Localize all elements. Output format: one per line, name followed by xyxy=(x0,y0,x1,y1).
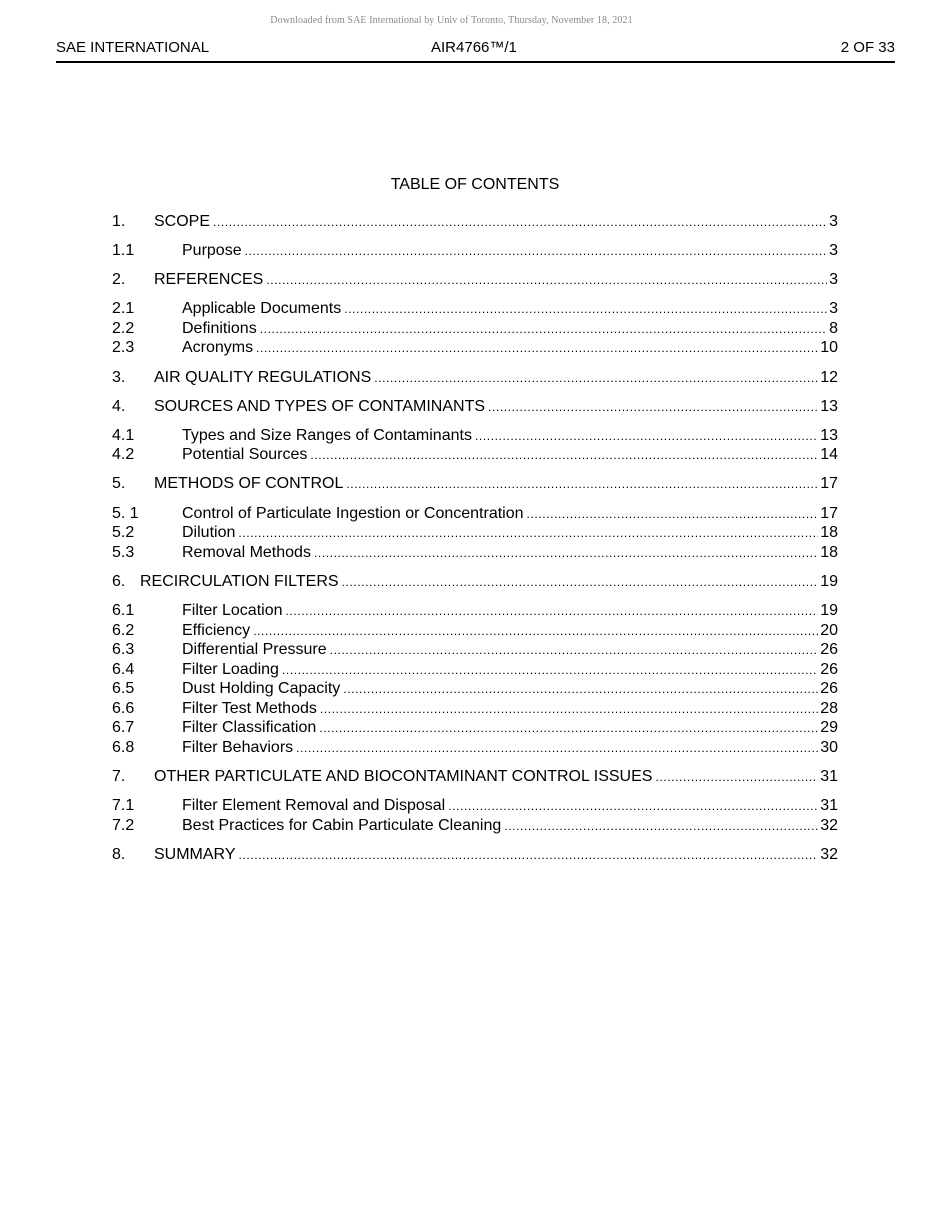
toc-group xyxy=(112,368,838,388)
toc-entry-number: 6.4 xyxy=(112,660,135,678)
toc-entry-line xyxy=(182,738,838,759)
toc-entry-page: 32 xyxy=(820,845,838,863)
toc-dot-leader xyxy=(320,700,818,720)
toc-entry-title: Control of Particulate Ingestion or Concentration xyxy=(182,504,524,522)
toc-entry-number: 6.8 xyxy=(112,739,135,757)
toc-entry[interactable] xyxy=(112,718,838,738)
toc-entry-page: 26 xyxy=(820,641,838,659)
toc-entry[interactable] xyxy=(112,640,838,660)
toc-entry-number: 6.6 xyxy=(112,699,135,717)
toc-entry[interactable] xyxy=(112,397,838,417)
toc-entry-line xyxy=(154,474,838,495)
toc-dot-leader xyxy=(260,320,827,340)
toc-entry-number: 5.3 xyxy=(112,543,135,561)
toc-dot-leader xyxy=(448,797,818,817)
toc-entry-line xyxy=(182,523,838,544)
toc-entry-number: 7.1 xyxy=(112,797,135,815)
toc-entry-line xyxy=(182,319,838,340)
toc-entry-title: Dust Holding Capacity xyxy=(182,680,341,698)
toc-entry-number: 5. 1 xyxy=(112,504,139,522)
toc-entry-number: 2.1 xyxy=(112,300,135,318)
toc-entry-line xyxy=(182,718,838,739)
toc-entry-page: 30 xyxy=(820,739,838,757)
download-watermark: Downloaded from SAE International by Univ of Toronto, Thursday, November 18, 2021 xyxy=(270,15,633,26)
toc-entry-page: 10 xyxy=(820,339,838,357)
toc-entry-line xyxy=(182,601,838,622)
toc-entry-page: 19 xyxy=(820,572,838,590)
toc-entry-page: 31 xyxy=(820,797,838,815)
toc-entry-title: RECIRCULATION FILTERS xyxy=(140,572,339,590)
toc-entry-number: 4.2 xyxy=(112,446,135,464)
toc-entry-number: 4.1 xyxy=(112,426,135,444)
toc-entry-title: Filter Location xyxy=(182,601,283,619)
toc-dot-leader xyxy=(346,475,818,495)
toc-entry-page: 28 xyxy=(820,699,838,717)
table-of-contents xyxy=(112,212,838,874)
toc-dot-leader xyxy=(310,446,818,466)
toc-entry-title: Removal Methods xyxy=(182,543,311,561)
toc-entry[interactable] xyxy=(112,679,838,699)
toc-entry-number: 4. xyxy=(112,397,126,415)
toc-entry[interactable] xyxy=(112,660,838,680)
toc-entry-line xyxy=(182,299,838,320)
toc-entry[interactable] xyxy=(112,845,838,865)
toc-dot-leader xyxy=(488,398,818,418)
toc-entry-line xyxy=(182,640,838,661)
toc-entry-line xyxy=(154,212,838,233)
toc-group xyxy=(112,426,838,465)
toc-title: TABLE OF CONTENTS xyxy=(390,176,560,193)
toc-entry-title: Filter Behaviors xyxy=(182,739,294,757)
toc-entry-title: Filter Loading xyxy=(182,660,279,678)
toc-entry-line xyxy=(182,679,838,700)
toc-dot-leader xyxy=(253,622,818,642)
toc-entry[interactable] xyxy=(112,738,838,758)
toc-entry-line xyxy=(182,816,838,837)
toc-entry-line xyxy=(182,796,838,817)
toc-group xyxy=(112,796,838,835)
toc-dot-leader xyxy=(343,680,818,700)
toc-entry-number: 5.2 xyxy=(112,524,135,542)
toc-entry[interactable] xyxy=(112,299,838,319)
header-doc-id: AIR4766™/1 xyxy=(431,39,517,56)
toc-entry-number: 6.2 xyxy=(112,621,135,639)
toc-entry-title: METHODS OF CONTROL xyxy=(154,475,344,493)
toc-entry[interactable] xyxy=(112,212,838,232)
toc-entry-line xyxy=(182,660,838,681)
toc-entry-line xyxy=(182,241,838,262)
toc-dot-leader xyxy=(527,505,819,525)
toc-entry[interactable] xyxy=(112,426,838,446)
toc-entry-page: 29 xyxy=(820,719,838,737)
header-publisher: SAE INTERNATIONAL xyxy=(56,39,210,56)
header-page-number: 2 OF 33 xyxy=(840,39,895,56)
toc-dot-leader xyxy=(330,641,819,661)
toc-group xyxy=(112,601,838,758)
toc-entry[interactable] xyxy=(112,816,838,836)
toc-group xyxy=(112,397,838,417)
toc-entry-page: 3 xyxy=(829,242,838,260)
toc-entry-number: 8. xyxy=(112,845,126,863)
toc-entry-number: 6.5 xyxy=(112,680,135,698)
toc-entry-title: Definitions xyxy=(182,319,257,337)
toc-dot-leader xyxy=(238,524,818,544)
toc-entry-title: Filter Test Methods xyxy=(182,699,317,717)
toc-entry[interactable] xyxy=(112,699,838,719)
toc-entry-number: 1. xyxy=(112,213,126,230)
toc-entry[interactable] xyxy=(112,621,838,641)
toc-entry-line xyxy=(182,504,838,525)
toc-dot-leader xyxy=(266,271,827,291)
toc-entry-line xyxy=(182,543,838,564)
toc-group xyxy=(112,504,838,563)
toc-dot-leader xyxy=(256,339,818,359)
toc-entry-number: 6.1 xyxy=(112,601,135,619)
toc-entry[interactable] xyxy=(112,445,838,465)
toc-dot-leader xyxy=(344,300,827,320)
toc-entry-number: 1.1 xyxy=(112,242,135,260)
toc-entry-title: Filter Classification xyxy=(182,719,317,737)
toc-entry[interactable] xyxy=(112,796,838,816)
toc-entry-number: 2.2 xyxy=(112,319,135,337)
toc-entry-line xyxy=(182,338,838,359)
toc-dot-leader xyxy=(213,213,827,233)
toc-entry-title: REFERENCES xyxy=(154,271,264,289)
toc-entry-page: 3 xyxy=(829,300,838,318)
toc-group xyxy=(112,767,838,787)
toc-dot-leader xyxy=(342,573,819,593)
toc-entry-number: 6.3 xyxy=(112,641,135,659)
toc-entry-line xyxy=(154,845,838,866)
toc-dot-leader xyxy=(296,739,818,759)
toc-group xyxy=(112,845,838,865)
toc-entry[interactable] xyxy=(112,270,838,290)
toc-entry-page: 3 xyxy=(829,213,838,230)
toc-entry-page: 8 xyxy=(829,319,838,337)
toc-entry[interactable] xyxy=(112,368,838,388)
toc-group xyxy=(112,241,838,261)
toc-entry-page: 12 xyxy=(820,368,838,386)
toc-entry[interactable] xyxy=(112,338,838,358)
toc-entry-page: 19 xyxy=(820,601,838,619)
toc-entry-page: 26 xyxy=(820,660,838,678)
toc-entry[interactable] xyxy=(112,572,838,592)
toc-entry-title: SCOPE xyxy=(154,213,211,230)
toc-entry[interactable] xyxy=(112,601,838,621)
toc-entry-line xyxy=(154,767,838,788)
toc-entry-title: Differential Pressure xyxy=(182,641,327,659)
toc-entry-title: SUMMARY xyxy=(154,845,236,863)
toc-entry-title: SOURCES AND TYPES OF CONTAMINANTS xyxy=(154,397,486,415)
toc-entry-line xyxy=(154,270,838,291)
toc-entry-number: 6. xyxy=(112,572,126,590)
toc-dot-leader xyxy=(239,846,819,866)
toc-entry-title: Types and Size Ranges of Contaminants xyxy=(182,426,472,444)
toc-entry-number: 7. xyxy=(112,768,126,786)
toc-entry-page: 32 xyxy=(820,816,838,834)
toc-group xyxy=(112,212,838,232)
toc-entry-title: AIR QUALITY REGULATIONS xyxy=(154,368,372,386)
toc-entry-title: Acronyms xyxy=(182,339,254,357)
toc-dot-leader xyxy=(319,719,818,739)
toc-group xyxy=(112,270,838,290)
toc-dot-leader xyxy=(286,602,819,622)
toc-entry-title: Filter Element Removal and Disposal xyxy=(182,797,446,815)
toc-dot-leader xyxy=(245,242,828,262)
toc-entry[interactable] xyxy=(112,241,838,261)
toc-entry-page: 18 xyxy=(820,543,838,561)
toc-entry-number: 2.3 xyxy=(112,339,135,357)
toc-entry-line xyxy=(182,426,838,447)
page-header xyxy=(56,39,895,63)
toc-entry-line xyxy=(182,699,838,720)
toc-entry-title: Efficiency xyxy=(182,621,251,639)
toc-entry[interactable] xyxy=(112,474,838,494)
toc-entry[interactable] xyxy=(112,767,838,787)
toc-dot-leader xyxy=(655,768,818,788)
toc-entry-number: 3. xyxy=(112,368,126,386)
toc-group xyxy=(112,299,838,358)
toc-group xyxy=(112,474,838,494)
toc-entry-number: 2. xyxy=(112,271,126,289)
toc-entry[interactable] xyxy=(112,504,838,524)
toc-entry-line xyxy=(182,621,838,642)
toc-entry-line xyxy=(182,445,838,466)
toc-entry-title: Best Practices for Cabin Particulate Cleaning xyxy=(182,816,502,834)
toc-entry-page: 26 xyxy=(820,680,838,698)
toc-entry-number: 7.2 xyxy=(112,816,135,834)
toc-entry-page: 17 xyxy=(820,504,838,522)
toc-entry-title: Potential Sources xyxy=(182,446,308,464)
toc-entry-page: 31 xyxy=(820,768,838,786)
toc-entry-title: Applicable Documents xyxy=(182,300,342,318)
toc-entry-title: Purpose xyxy=(182,242,242,260)
toc-entry-page: 14 xyxy=(820,446,838,464)
toc-entry-line xyxy=(140,572,838,593)
toc-entry-line xyxy=(154,397,838,418)
toc-dot-leader xyxy=(475,427,818,447)
toc-dot-leader xyxy=(314,544,818,564)
toc-entry[interactable] xyxy=(112,543,838,563)
toc-entry-page: 3 xyxy=(829,271,838,289)
toc-entry-number: 5. xyxy=(112,475,126,493)
toc-entry-page: 20 xyxy=(820,621,838,639)
toc-entry-page: 17 xyxy=(820,475,838,493)
toc-entry[interactable] xyxy=(112,523,838,543)
toc-entry-number: 6.7 xyxy=(112,719,135,737)
toc-entry-title: Dilution xyxy=(182,524,236,542)
toc-entry-page: 13 xyxy=(820,397,838,415)
toc-dot-leader xyxy=(282,661,818,681)
toc-group xyxy=(112,572,838,592)
toc-entry-page: 13 xyxy=(820,426,838,444)
toc-dot-leader xyxy=(504,817,818,837)
toc-entry-line xyxy=(154,368,838,389)
toc-entry-page: 18 xyxy=(820,524,838,542)
toc-entry-title: OTHER PARTICULATE AND BIOCONTAMINANT CONTROL ISSUES xyxy=(154,768,653,786)
toc-dot-leader xyxy=(374,369,818,389)
toc-entry[interactable] xyxy=(112,319,838,339)
